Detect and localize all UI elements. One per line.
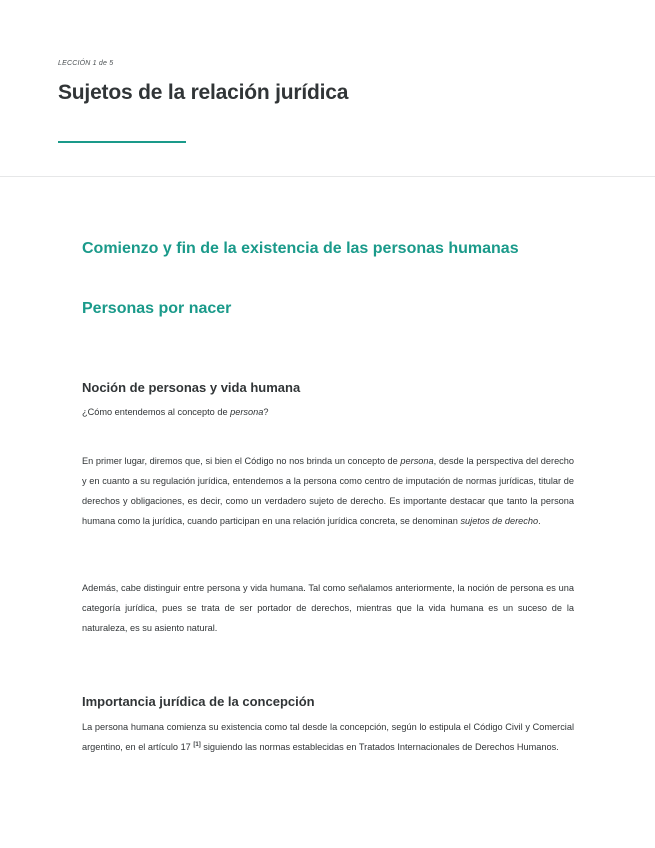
footnote-reference[interactable]: [1]	[193, 741, 201, 748]
subheading-concepcion: Importancia jurídica de la concepción	[82, 694, 315, 709]
paragraph-2: Además, cabe distinguir entre persona y vida humana. Tal como señalamos anteriormente, la noción de persona es una categoría jurídica, pues se trata de ser portador de derechos, mientras que la vida humana es un suceso de la naturaleza, es su asiento natural.	[82, 583, 574, 633]
p1-text-c: .	[538, 516, 541, 526]
subheading-nocion: Noción de personas y vida humana	[82, 380, 301, 395]
lesson-header	[0, 0, 655, 177]
lesson-title: Sujetos de la relación jurídica	[58, 81, 349, 104]
p1-text-a: En primer lugar, diremos que, si bien el Código no nos brinda un concepto de	[82, 456, 401, 466]
p1-emphasis-sujetos: sujetos de derecho	[460, 516, 539, 526]
p3-text-b: siguiendo las normas establecidas en Tratados Internacionales de Derechos Humanos.	[200, 742, 559, 752]
p1-text-b: , desde la perspectiva del derecho y en cuanto a su regulación jurídica, entendemos a la persona como centro de imputación de normas jurídicas, titular de derechos y obligaciones, es decir, como un verdadero sujeto de derecho. Es importante destacar que tanto la persona humana como la jurídica, cuando participan en una relación jurídica concreta, se denominan	[82, 456, 574, 526]
paragraph-1	[82, 451, 574, 531]
question-emphasis: persona	[230, 407, 264, 417]
section-heading-comienzo: Comienzo y fin de la existencia de las personas humanas	[82, 240, 519, 257]
p1-emphasis-persona: persona	[400, 456, 434, 466]
p3-text-a: La persona humana comienza su existencia como tal desde la concepción, según lo estipula el Código Civil y Comercial argentino, en el artículo 17	[82, 722, 574, 752]
question-mark: ?	[263, 407, 269, 417]
section-heading-personas-por-nacer: Personas por nacer	[82, 300, 232, 317]
lesson-counter: LECCIÓN 1 de 5	[58, 60, 114, 67]
paragraph-3	[82, 717, 574, 757]
question-text: ¿Cómo entendemos al concepto de	[82, 407, 231, 417]
question-paragraph	[82, 402, 574, 422]
title-underline	[58, 141, 186, 143]
